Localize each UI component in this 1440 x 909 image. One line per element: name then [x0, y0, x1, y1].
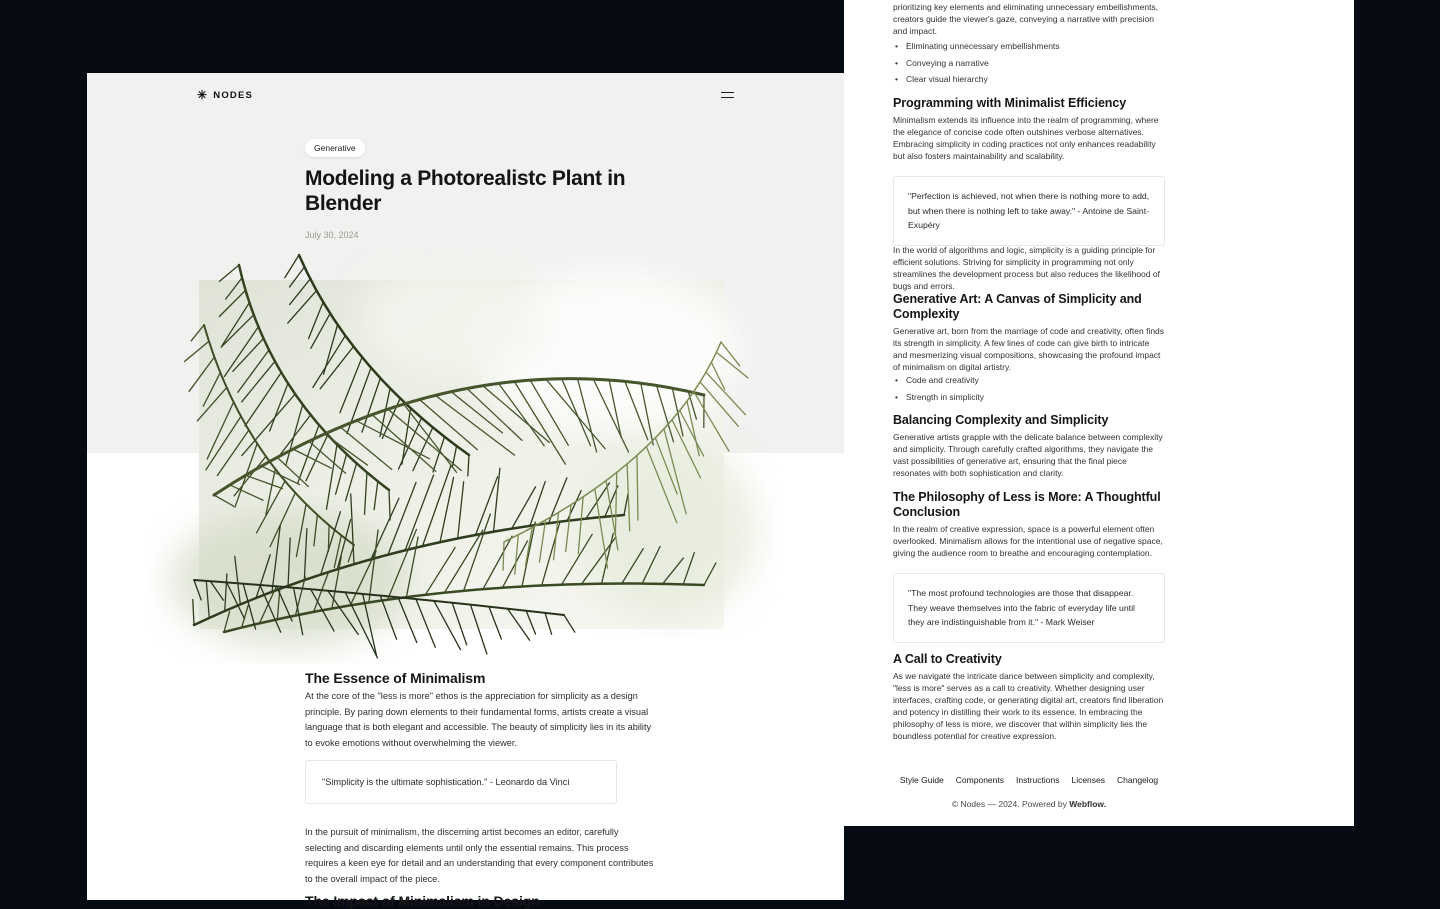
- list-item: • Conveying a narrative: [893, 57, 1165, 69]
- paragraph-call-to-creativity: As we navigate the intricate dance between simplicity and complexity, "less is more" serves as a call to creativity. Whether designing user interfaces, crafting code, or generating digital art, creators find liberation and potency in distilling their work to its essence. In embracing the philosophy of less is more, we discover that within simplicity lies the boundless potential for creative expression.: [893, 670, 1165, 742]
- footer-link-changelog[interactable]: Changelog: [1117, 775, 1158, 785]
- article-page-continued: [844, 0, 1354, 826]
- paragraph-balancing: Generative artists grapple with the delicate balance between complexity and simplicity. Through carefully crafted algorithms, they navigate the vast possibilities of generative art, ensuring that the final piece resonates with both sophistication and clarity.: [893, 431, 1165, 479]
- footer-link-instructions[interactable]: Instructions: [1016, 775, 1059, 785]
- paragraph-essence: At the core of the "less is more" ethos is the appreciation for simplicity as a design principle. By paring down elements to their fundamental forms, artists create a visual language that is both elegant and accessible. The beauty of simplicity lies in its ability to evoke emotions without overwhelming the viewer.: [305, 689, 655, 751]
- article-image: [199, 280, 724, 629]
- category-tag[interactable]: Generative: [305, 139, 365, 157]
- paragraph-generative: Generative art, born from the marriage of code and creativity, often finds its strength in simplicity. A few lines of code can give birth to intricate and mesmerizing visual compositions, showcasing the profound impact of minimalism on digital artistry.: [893, 325, 1165, 373]
- quote-davinci: "Simplicity is the ultimate sophistication." - Leonardo da Vinci: [305, 760, 617, 804]
- paragraph-algorithms: In the world of algorithms and logic, simplicity is a guiding principle for efficient solutions. Striving for simplicity in programming not only streamlines the development process but also reduces the likelihood of bugs and errors.: [893, 244, 1165, 292]
- paragraph-pursuit: In the pursuit of minimalism, the discerning artist becomes an editor, carefully selecting and discarding elements until only the essential remains. This process requires a keen eye for detail and an understanding that every component contributes to the overall impact of the piece.: [305, 825, 655, 887]
- bullet-list-generative: [893, 374, 1165, 407]
- webflow-link[interactable]: Webflow.: [1069, 799, 1106, 809]
- post-date: July 30, 2024: [305, 230, 359, 240]
- heading-balancing: Balancing Complexity and Simplicity: [893, 413, 1173, 428]
- bullet-list-design: [893, 40, 1165, 90]
- list-item: • Eliminating unnecessary embellishments: [893, 40, 1165, 52]
- footer-link-components[interactable]: Components: [956, 775, 1004, 785]
- footer-link-style-guide[interactable]: Style Guide: [900, 775, 944, 785]
- heading-call-to-creativity: A Call to Creativity: [893, 652, 1173, 667]
- article-page: [87, 73, 844, 900]
- quote-weiser: "The most profound technologies are those that disappear. They weave themselves into the fabric of everyday life until they are indistinguishable from it." - Mark Weiser: [893, 573, 1165, 643]
- heading-impact: The Impact of Minimalism in Design: [305, 893, 655, 909]
- heading-essence: The Essence of Minimalism: [305, 670, 655, 686]
- footer-link-licenses[interactable]: Licenses: [1071, 775, 1105, 785]
- heading-generative-art: Generative Art: A Canvas of Simplicity and Complexity: [893, 292, 1173, 322]
- logo-label: NODES: [213, 90, 253, 101]
- copyright-text: © Nodes — 2024. Powered by: [952, 799, 1069, 809]
- paragraph-programming: Minimalism extends its influence into the realm of programming, where the elegance of concise code often outshines verbose alternatives. Embracing simplicity in coding practices not only enhances readability but also fosters maintainability and scalability.: [893, 114, 1165, 162]
- heading-philosophy: The Philosophy of Less is More: A Thoughtful Conclusion: [893, 490, 1173, 520]
- quote-antoine: "Perfection is achieved, not when there is nothing more to add, but when there is nothing left to take away." - Antoine de Saint-Exupéry: [893, 176, 1165, 246]
- footer-links: [893, 775, 1165, 785]
- heading-programming: Programming with Minimalist Efficiency: [893, 96, 1173, 111]
- post-title: Modeling a Photorealistc Plant in Blender: [305, 166, 637, 216]
- site-logo[interactable]: [197, 89, 253, 101]
- paragraph-design-clipped: prioritizing key elements and eliminating unnecessary embellishments, creators guide the viewer's gaze, conveying a narrative with precision and impact.: [893, 1, 1165, 37]
- menu-icon[interactable]: [721, 89, 734, 102]
- paragraph-philosophy: In the realm of creative expression, space is a powerful element often overlooked. Minimalism allows for the intentional use of negative space, giving the audience room to breathe and encouraging contemplation.: [893, 523, 1165, 559]
- list-item: • Code and creativity: [893, 374, 1165, 386]
- asterisk-logo-icon: ✳: [197, 89, 208, 101]
- list-item: • Strength in simplicity: [893, 391, 1165, 403]
- site-header: [87, 73, 844, 117]
- palm-plant-image-svg: [199, 280, 724, 629]
- copyright-line: [893, 799, 1165, 809]
- list-item: • Clear visual hierarchy: [893, 73, 1165, 85]
